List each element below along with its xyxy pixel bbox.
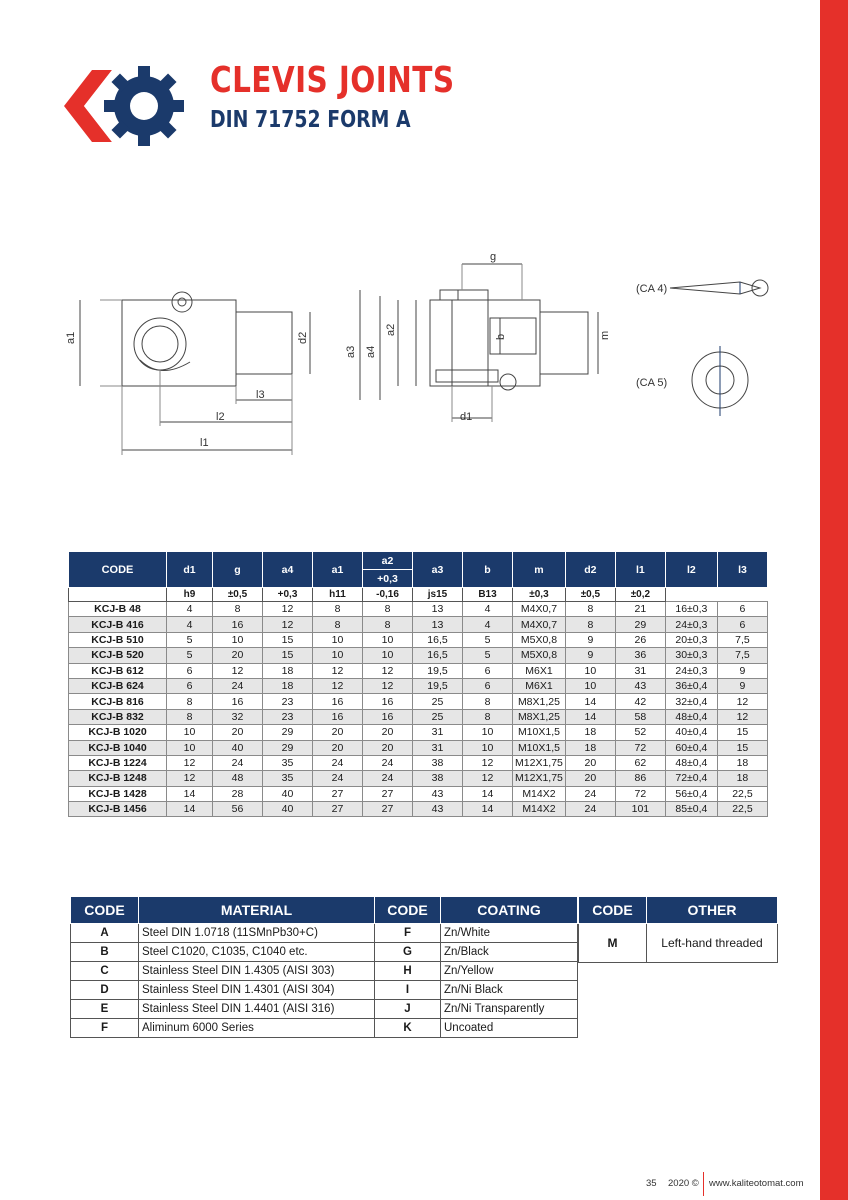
table-cell: 58: [615, 709, 665, 724]
table-cell: 12: [167, 755, 213, 770]
table-cell: 10: [565, 663, 615, 678]
table-cell: 20: [213, 725, 263, 740]
table-cell: 8: [363, 617, 413, 632]
row-code: KCJ-B 1224: [69, 755, 167, 770]
table-cell: 48: [213, 771, 263, 786]
row-code: KCJ-B 1040: [69, 740, 167, 755]
table-cell: 12: [717, 709, 767, 724]
table-cell: 10: [313, 648, 363, 663]
header-l3: l3: [717, 552, 767, 588]
table-cell: 18: [717, 771, 767, 786]
table-cell: 14: [565, 709, 615, 724]
table-cell: 10: [463, 725, 513, 740]
table-cell: 21: [615, 602, 665, 617]
table-cell: 19,5: [413, 678, 463, 693]
table-cell: 26: [615, 632, 665, 647]
table-cell: 4: [463, 602, 513, 617]
table-cell: 29: [263, 725, 313, 740]
other-value: Left-hand threaded: [647, 924, 778, 963]
table-row: [69, 771, 768, 786]
table-cell: 12: [213, 663, 263, 678]
material-row: [71, 943, 578, 962]
table-cell: 16: [363, 709, 413, 724]
table-cell: 8: [565, 617, 615, 632]
table-cell: 9: [565, 632, 615, 647]
table-cell: 23: [263, 694, 313, 709]
table-cell: 40: [213, 740, 263, 755]
table-cell: 12: [363, 663, 413, 678]
table-cell: 10: [463, 740, 513, 755]
header-material: MATERIAL: [139, 897, 375, 924]
header-m: m: [513, 552, 566, 588]
header-coating-code: CODE: [375, 897, 441, 924]
header-a1: a1: [313, 552, 363, 588]
table-cell: 48±0,4: [665, 755, 717, 770]
table-cell: 7,5: [717, 632, 767, 647]
table-cell: 62: [615, 755, 665, 770]
table-cell: 24: [565, 786, 615, 801]
table-cell: M12X1,75: [513, 771, 566, 786]
tolerance-cell: js15: [413, 588, 463, 602]
footer-year: 2020 ©: [668, 1178, 699, 1189]
table-cell: 8: [313, 617, 363, 632]
table-cell: 72: [615, 786, 665, 801]
material-name: Stainless Steel DIN 1.4401 (AISI 316): [139, 1000, 375, 1019]
row-code: KCJ-B 510: [69, 632, 167, 647]
red-side-bar: [820, 0, 848, 1200]
table-cell: 23: [263, 709, 313, 724]
table-cell: 13: [413, 617, 463, 632]
table-cell: 14: [167, 802, 213, 817]
table-cell: 43: [615, 678, 665, 693]
table-cell: 16,5: [413, 648, 463, 663]
footer-divider: [703, 1172, 704, 1196]
table-cell: 15: [263, 632, 313, 647]
row-code: KCJ-B 1248: [69, 771, 167, 786]
table-cell: 10: [167, 725, 213, 740]
tolerance-cell: h9: [167, 588, 213, 602]
table-row: [69, 786, 768, 801]
coating-code: I: [375, 981, 441, 1000]
coating-name: Zn/White: [441, 924, 578, 943]
table-cell: 32: [213, 709, 263, 724]
table-cell: M5X0,8: [513, 648, 566, 663]
table-cell: 35: [263, 755, 313, 770]
table-cell: M14X2: [513, 802, 566, 817]
table-cell: M14X2: [513, 786, 566, 801]
table-cell: 48±0,4: [665, 709, 717, 724]
header-code: CODE: [69, 552, 167, 588]
table-cell: 6: [463, 663, 513, 678]
material-row: [71, 1019, 578, 1038]
table-cell: 56±0,4: [665, 786, 717, 801]
table-cell: 4: [463, 617, 513, 632]
header-a4: a4: [263, 552, 313, 588]
table-cell: 40: [263, 802, 313, 817]
table-cell: 8: [213, 602, 263, 617]
table-cell: 36±0,4: [665, 678, 717, 693]
table-cell: 85±0,4: [665, 802, 717, 817]
label-ca5: (CA 5): [636, 377, 668, 389]
table-cell: 30±0,3: [665, 648, 717, 663]
table-cell: 31: [615, 663, 665, 678]
table-cell: 27: [363, 802, 413, 817]
table-cell: 15: [717, 725, 767, 740]
material-row: [71, 1000, 578, 1019]
table-cell: 8: [463, 694, 513, 709]
label-d2: d2: [297, 331, 309, 344]
table-cell: 12: [463, 771, 513, 786]
other-code: M: [579, 924, 647, 963]
table-row: [69, 678, 768, 693]
table-cell: 60±0,4: [665, 740, 717, 755]
table-cell: 12: [463, 755, 513, 770]
table-cell: 42: [615, 694, 665, 709]
material-name: Steel C1020, C1035, C1040 etc.: [139, 943, 375, 962]
header-l2: l2: [665, 552, 717, 588]
material-row: [71, 981, 578, 1000]
table-cell: 5: [463, 648, 513, 663]
tolerance-row: [69, 588, 768, 602]
header-a3: a3: [413, 552, 463, 588]
label-m: m: [599, 330, 611, 340]
table-cell: 16: [363, 694, 413, 709]
table-cell: 38: [413, 771, 463, 786]
material-row: [71, 924, 578, 943]
page-title: CLEVIS JOINTS: [210, 60, 455, 101]
table-cell: 16,5: [413, 632, 463, 647]
tolerance-cell: ±0,5: [565, 588, 615, 602]
tolerance-cell: ±0,5: [213, 588, 263, 602]
table-cell: M4X0,7: [513, 602, 566, 617]
table-cell: 12: [313, 663, 363, 678]
material-name: Stainless Steel DIN 1.4301 (AISI 304): [139, 981, 375, 1000]
technical-drawing: [60, 240, 780, 470]
table-cell: 16±0,3: [665, 602, 717, 617]
table-cell: 86: [615, 771, 665, 786]
brand-logo-icon: [64, 64, 186, 148]
table-cell: 20: [213, 648, 263, 663]
table-cell: M8X1,25: [513, 694, 566, 709]
other-row: [579, 924, 778, 963]
table-cell: 16: [213, 694, 263, 709]
table-cell: 29: [615, 617, 665, 632]
row-code: KCJ-B 416: [69, 617, 167, 632]
material-code: A: [71, 924, 139, 943]
table-cell: 40±0,4: [665, 725, 717, 740]
header-d2: d2: [565, 552, 615, 588]
label-ca4: (CA 4): [636, 283, 668, 295]
label-a2: a2: [385, 323, 397, 336]
table-cell: 12: [263, 617, 313, 632]
table-cell: 8: [167, 709, 213, 724]
table-cell: M10X1,5: [513, 740, 566, 755]
coating-code: G: [375, 943, 441, 962]
table-row: [69, 602, 768, 617]
table-cell: 36: [615, 648, 665, 663]
table-cell: 12: [363, 678, 413, 693]
material-row: [71, 962, 578, 981]
row-code: KCJ-B 48: [69, 602, 167, 617]
label-g: g: [490, 251, 497, 263]
dimensions-table: [68, 551, 768, 817]
material-code: E: [71, 1000, 139, 1019]
label-a1: a1: [65, 331, 77, 344]
table-cell: 24: [363, 771, 413, 786]
table-cell: 20: [313, 725, 363, 740]
table-cell: 18: [717, 755, 767, 770]
table-cell: 14: [565, 694, 615, 709]
table-cell: 20: [363, 740, 413, 755]
material-code: B: [71, 943, 139, 962]
header-other: OTHER: [647, 897, 778, 924]
table-cell: 10: [565, 678, 615, 693]
coating-name: Zn/Black: [441, 943, 578, 962]
table-cell: 18: [565, 740, 615, 755]
table-cell: 13: [413, 602, 463, 617]
tolerance-cell: h11: [313, 588, 363, 602]
table-cell: 7,5: [717, 648, 767, 663]
table-cell: 27: [313, 786, 363, 801]
table-cell: 9: [565, 648, 615, 663]
header-other-code: CODE: [579, 897, 647, 924]
label-a3: a3: [345, 345, 357, 358]
tolerance-code: [69, 588, 167, 602]
header-coating: COATING: [441, 897, 578, 924]
table-cell: 43: [413, 786, 463, 801]
table-cell: 25: [413, 694, 463, 709]
table-cell: 4: [167, 602, 213, 617]
table-cell: 19,5: [413, 663, 463, 678]
table-cell: 56: [213, 802, 263, 817]
table-cell: 6: [167, 663, 213, 678]
coating-code: F: [375, 924, 441, 943]
coating-code: H: [375, 962, 441, 981]
material-code: F: [71, 1019, 139, 1038]
row-code: KCJ-B 624: [69, 678, 167, 693]
row-code: KCJ-B 1020: [69, 725, 167, 740]
table-cell: 14: [167, 786, 213, 801]
table-cell: 101: [615, 802, 665, 817]
row-code: KCJ-B 1456: [69, 802, 167, 817]
row-code: KCJ-B 520: [69, 648, 167, 663]
table-cell: M4X0,7: [513, 617, 566, 632]
table-row: [69, 694, 768, 709]
table-cell: 24: [213, 755, 263, 770]
label-l2: l2: [216, 411, 225, 423]
coating-name: Zn/Ni Black: [441, 981, 578, 1000]
table-cell: 38: [413, 755, 463, 770]
table-cell: 24±0,3: [665, 663, 717, 678]
material-code: C: [71, 962, 139, 981]
row-code: KCJ-B 832: [69, 709, 167, 724]
table-cell: 15: [263, 648, 313, 663]
table-cell: 20: [565, 755, 615, 770]
table-cell: 5: [167, 632, 213, 647]
table-cell: 14: [463, 786, 513, 801]
table-cell: 16: [313, 694, 363, 709]
table-cell: 18: [263, 678, 313, 693]
table-cell: 8: [363, 602, 413, 617]
coating-name: Zn/Ni Transparently: [441, 1000, 578, 1019]
table-row: [69, 663, 768, 678]
table-cell: 10: [213, 632, 263, 647]
material-name: Aliminum 6000 Series: [139, 1019, 375, 1038]
table-row: [69, 709, 768, 724]
label-b: b: [495, 333, 507, 340]
page-number: 35: [646, 1178, 657, 1189]
page-subtitle: DIN 71752 FORM A: [210, 107, 411, 133]
table-cell: 43: [413, 802, 463, 817]
table-cell: 16: [313, 709, 363, 724]
header-b: b: [463, 552, 513, 588]
header-material-code: CODE: [71, 897, 139, 924]
table-cell: 5: [463, 632, 513, 647]
coating-name: Uncoated: [441, 1019, 578, 1038]
table-cell: M12X1,75: [513, 755, 566, 770]
table-cell: 22,5: [717, 786, 767, 801]
material-code: D: [71, 981, 139, 1000]
table-cell: 10: [167, 740, 213, 755]
table-cell: 29: [263, 740, 313, 755]
table-cell: 6: [717, 602, 767, 617]
label-d1: d1: [460, 411, 473, 423]
table-cell: 24±0,3: [665, 617, 717, 632]
table-row: [69, 617, 768, 632]
footer-website-link[interactable]: www.kaliteotomat.com: [709, 1178, 804, 1189]
tolerance-cell: -0,16: [363, 588, 413, 602]
table-cell: 72±0,4: [665, 771, 717, 786]
table-cell: 12: [717, 694, 767, 709]
header-a2-tolerance-upper: +0,3: [363, 570, 413, 588]
table-cell: 18: [263, 663, 313, 678]
table-cell: 8: [313, 602, 363, 617]
material-name: Stainless Steel DIN 1.4305 (AISI 303): [139, 962, 375, 981]
materials-coating-table: [70, 896, 578, 1038]
table-cell: M6X1: [513, 678, 566, 693]
row-code: KCJ-B 816: [69, 694, 167, 709]
table-cell: 27: [313, 802, 363, 817]
coating-code: K: [375, 1019, 441, 1038]
table-cell: 32±0,4: [665, 694, 717, 709]
tolerance-cell: ±0,2: [615, 588, 665, 602]
table-cell: 8: [167, 694, 213, 709]
table-cell: 24: [213, 678, 263, 693]
table-cell: 8: [565, 602, 615, 617]
table-cell: 4: [167, 617, 213, 632]
table-row: [69, 725, 768, 740]
table-cell: 35: [263, 771, 313, 786]
table-cell: 20: [565, 771, 615, 786]
table-cell: 24: [313, 755, 363, 770]
table-row: [69, 755, 768, 770]
table-cell: 28: [213, 786, 263, 801]
table-row: [69, 648, 768, 663]
table-cell: 72: [615, 740, 665, 755]
table-cell: 27: [363, 786, 413, 801]
table-cell: 40: [263, 786, 313, 801]
table-cell: 24: [313, 771, 363, 786]
label-a4: a4: [365, 345, 377, 358]
header-a2: a2: [363, 552, 413, 570]
table-cell: 25: [413, 709, 463, 724]
table-cell: 6: [167, 678, 213, 693]
table-row: [69, 740, 768, 755]
table-cell: 9: [717, 663, 767, 678]
table-cell: 52: [615, 725, 665, 740]
table-cell: 8: [463, 709, 513, 724]
table-cell: 22,5: [717, 802, 767, 817]
tolerance-cell: ±0,3: [513, 588, 566, 602]
coating-code: J: [375, 1000, 441, 1019]
table-cell: 6: [463, 678, 513, 693]
table-cell: 5: [167, 648, 213, 663]
table-cell: M10X1,5: [513, 725, 566, 740]
table-cell: 10: [313, 632, 363, 647]
coating-name: Zn/Yellow: [441, 962, 578, 981]
tolerance-cell: B13: [463, 588, 513, 602]
other-table: [578, 896, 778, 963]
table-cell: 12: [313, 678, 363, 693]
table-cell: 14: [463, 802, 513, 817]
label-l1: l1: [200, 437, 209, 449]
table-cell: 9: [717, 678, 767, 693]
table-row: [69, 632, 768, 647]
table-cell: 10: [363, 632, 413, 647]
table-cell: 16: [213, 617, 263, 632]
row-code: KCJ-B 1428: [69, 786, 167, 801]
table-cell: 24: [363, 755, 413, 770]
row-code: KCJ-B 612: [69, 663, 167, 678]
table-cell: 18: [565, 725, 615, 740]
table-cell: 12: [263, 602, 313, 617]
header-d1: d1: [167, 552, 213, 588]
table-cell: 20: [313, 740, 363, 755]
table-cell: 15: [717, 740, 767, 755]
table-cell: M6X1: [513, 663, 566, 678]
table-cell: 12: [167, 771, 213, 786]
table-cell: 31: [413, 725, 463, 740]
tolerance-cell: +0,3: [263, 588, 313, 602]
table-cell: 6: [717, 617, 767, 632]
table-cell: M5X0,8: [513, 632, 566, 647]
table-cell: 24: [565, 802, 615, 817]
table-cell: M8X1,25: [513, 709, 566, 724]
material-name: Steel DIN 1.0718 (11SMnPb30+C): [139, 924, 375, 943]
label-l3: l3: [256, 389, 265, 401]
header-g: g: [213, 552, 263, 588]
table-cell: 31: [413, 740, 463, 755]
table-cell: 20±0,3: [665, 632, 717, 647]
table-cell: 10: [363, 648, 413, 663]
table-cell: 20: [363, 725, 413, 740]
header-l1: l1: [615, 552, 665, 588]
table-row: [69, 802, 768, 817]
